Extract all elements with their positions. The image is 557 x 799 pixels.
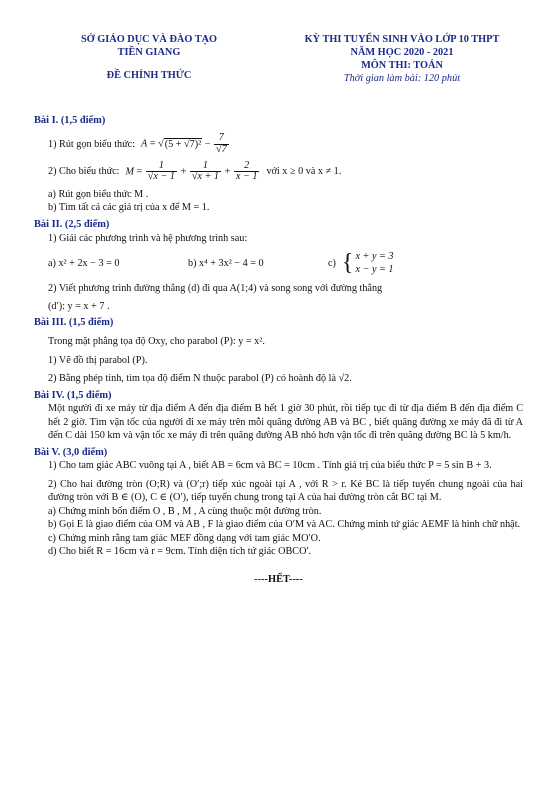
- section-2-q2-line2: (d′): y = x + 7 .: [48, 301, 110, 313]
- section-5: [34, 446, 523, 559]
- section-3: [34, 316, 523, 385]
- section-1-q1: [34, 133, 523, 155]
- section-4-title: Bài IV. (1,5 điểm): [34, 389, 112, 401]
- section-5-title: Bài V. (3,0 điểm): [34, 446, 108, 458]
- section-2-title: Bài II. (2,5 điểm): [34, 218, 110, 230]
- section-3-title: Bài III. (1,5 điểm): [34, 317, 114, 329]
- equation-b: b) x⁴ + 3x² − 4 = 0: [188, 257, 264, 269]
- header-right: [287, 34, 517, 85]
- subject: MÔN THI: TOÁN: [361, 59, 443, 71]
- header-left: [44, 34, 254, 85]
- section-3-q2: 2) Bằng phép tính, tìm tọa độ điểm N thuộc parabol (P) có hoành độ là √2.: [48, 373, 352, 385]
- time-limit: Thời gian làm bài: 120 phút: [343, 72, 461, 84]
- section-5-qb: b) Gọi E là giao điểm của OM và AB , F là giao điểm của O′M và AC. Chứng minh tứ giác AEMF là hình chữ nhật.: [48, 519, 521, 531]
- exam-header: [34, 34, 523, 85]
- section-4: [34, 389, 523, 443]
- section-1-title: Bài I. (1,5 điểm): [34, 115, 106, 127]
- q2-expression: M = $\frac{1}{√x - 1}$ + $\frac{1}{√x + 1}$ + $\frac{2}{x - 1}$: [125, 159, 258, 183]
- section-5-qd: d) Cho biết R = 16cm và r = 9cm. Tính diện tích tứ giác OBCO′.: [48, 546, 312, 558]
- section-4-text: Một người đi xe máy từ địa điểm A đến địa điểm B hết 1 giờ 30 phút, rồi tiếp tục đi từ địa điểm B đến địa điểm C hết 2 giờ. Tìm vận tốc của người đi xe máy trên mỗi quãng đường AB và BC , biết quãng đường xe máy đã đi từ A đến C dài 150 km và vận tốc xe máy đi trên quãng đường AB nhỏ hơn vận tốc đi trên quãng đường BC là 5 km/h.: [48, 403, 523, 442]
- section-3-q1: 1) Vẽ đồ thị parabol (P).: [48, 354, 148, 366]
- school-year: NĂM HỌC 2020 - 2021: [350, 46, 454, 58]
- system-eq2: x − y = 1: [355, 264, 394, 276]
- department-name: SỞ GIÁO DỤC VÀ ĐÀO TẠO: [80, 34, 218, 45]
- section-2: [34, 218, 523, 314]
- section-1-qa: a) Rút gọn biểu thức M .: [48, 188, 149, 200]
- section-5-qa: a) Chứng minh bốn điểm O , B , M , A cùng thuộc một đường tròn.: [48, 505, 322, 517]
- section-1-qb: b) Tìm tất cả các giá trị của x để M = 1.: [48, 202, 210, 214]
- section-1-q2: [34, 161, 523, 183]
- q2-condition: với x ≥ 0 và x ≠ 1.: [266, 166, 342, 178]
- section-5-q1: 1) Cho tam giác ABC vuông tại A , biết AB = 6cm và BC = 10cm . Tính giá trị của biểu thức P = 5 sin B + 3.: [48, 460, 492, 472]
- equation-c-label: c): [328, 257, 336, 269]
- equation-c: [328, 250, 394, 277]
- exam-name: KỲ THI TUYỂN SINH VÀO LỚP 10 THPT: [304, 34, 500, 45]
- section-2-q2-line1: 2) Viết phương trình đường thẳng (d) đi qua A(1;4) và song song với đường thẳng: [48, 282, 383, 294]
- q1-text: 1) Rút gọn biểu thức:: [48, 138, 136, 150]
- province-name: TIỀN GIANG: [117, 46, 181, 58]
- section-1: [34, 114, 523, 214]
- system-lines: [355, 250, 393, 277]
- section-5-q2: 2) Cho hai đường tròn (O;R) và (O′;r) tiếp xúc ngoài tại A , với R > r. Kẻ BC là tiếp tuyến chung ngoài của hai đường tròn với B ∈ (O), C ∈ (O′), tiếp tuyến chung trong tại A của hai đường tròn cắt BC tại M.: [48, 478, 523, 504]
- equation-a: a) x² + 2x − 3 = 0: [48, 257, 120, 269]
- q1-expression: A = √(5 + √7)² − $\frac{7}{√7}$: [141, 132, 227, 155]
- end-marker: ----HẾT----: [254, 573, 303, 585]
- section-3-intro: Trong mặt phẳng tọa độ Oxy, cho parabol (P): y = x².: [48, 336, 265, 348]
- official-label: ĐỀ CHÍNH THỨC: [106, 69, 192, 81]
- section-2-equations: [34, 250, 523, 277]
- section-5-qc: c) Chứng minh rằng tam giác MEF đồng dạng với tam giác MO′O.: [48, 532, 321, 544]
- brace-symbol: {: [341, 250, 354, 277]
- q2-text: 2) Cho biểu thức:: [48, 166, 120, 178]
- system-eq1: x + y = 3: [355, 251, 394, 263]
- section-2-q1: 1) Giải các phương trình và hệ phương trình sau:: [48, 232, 248, 244]
